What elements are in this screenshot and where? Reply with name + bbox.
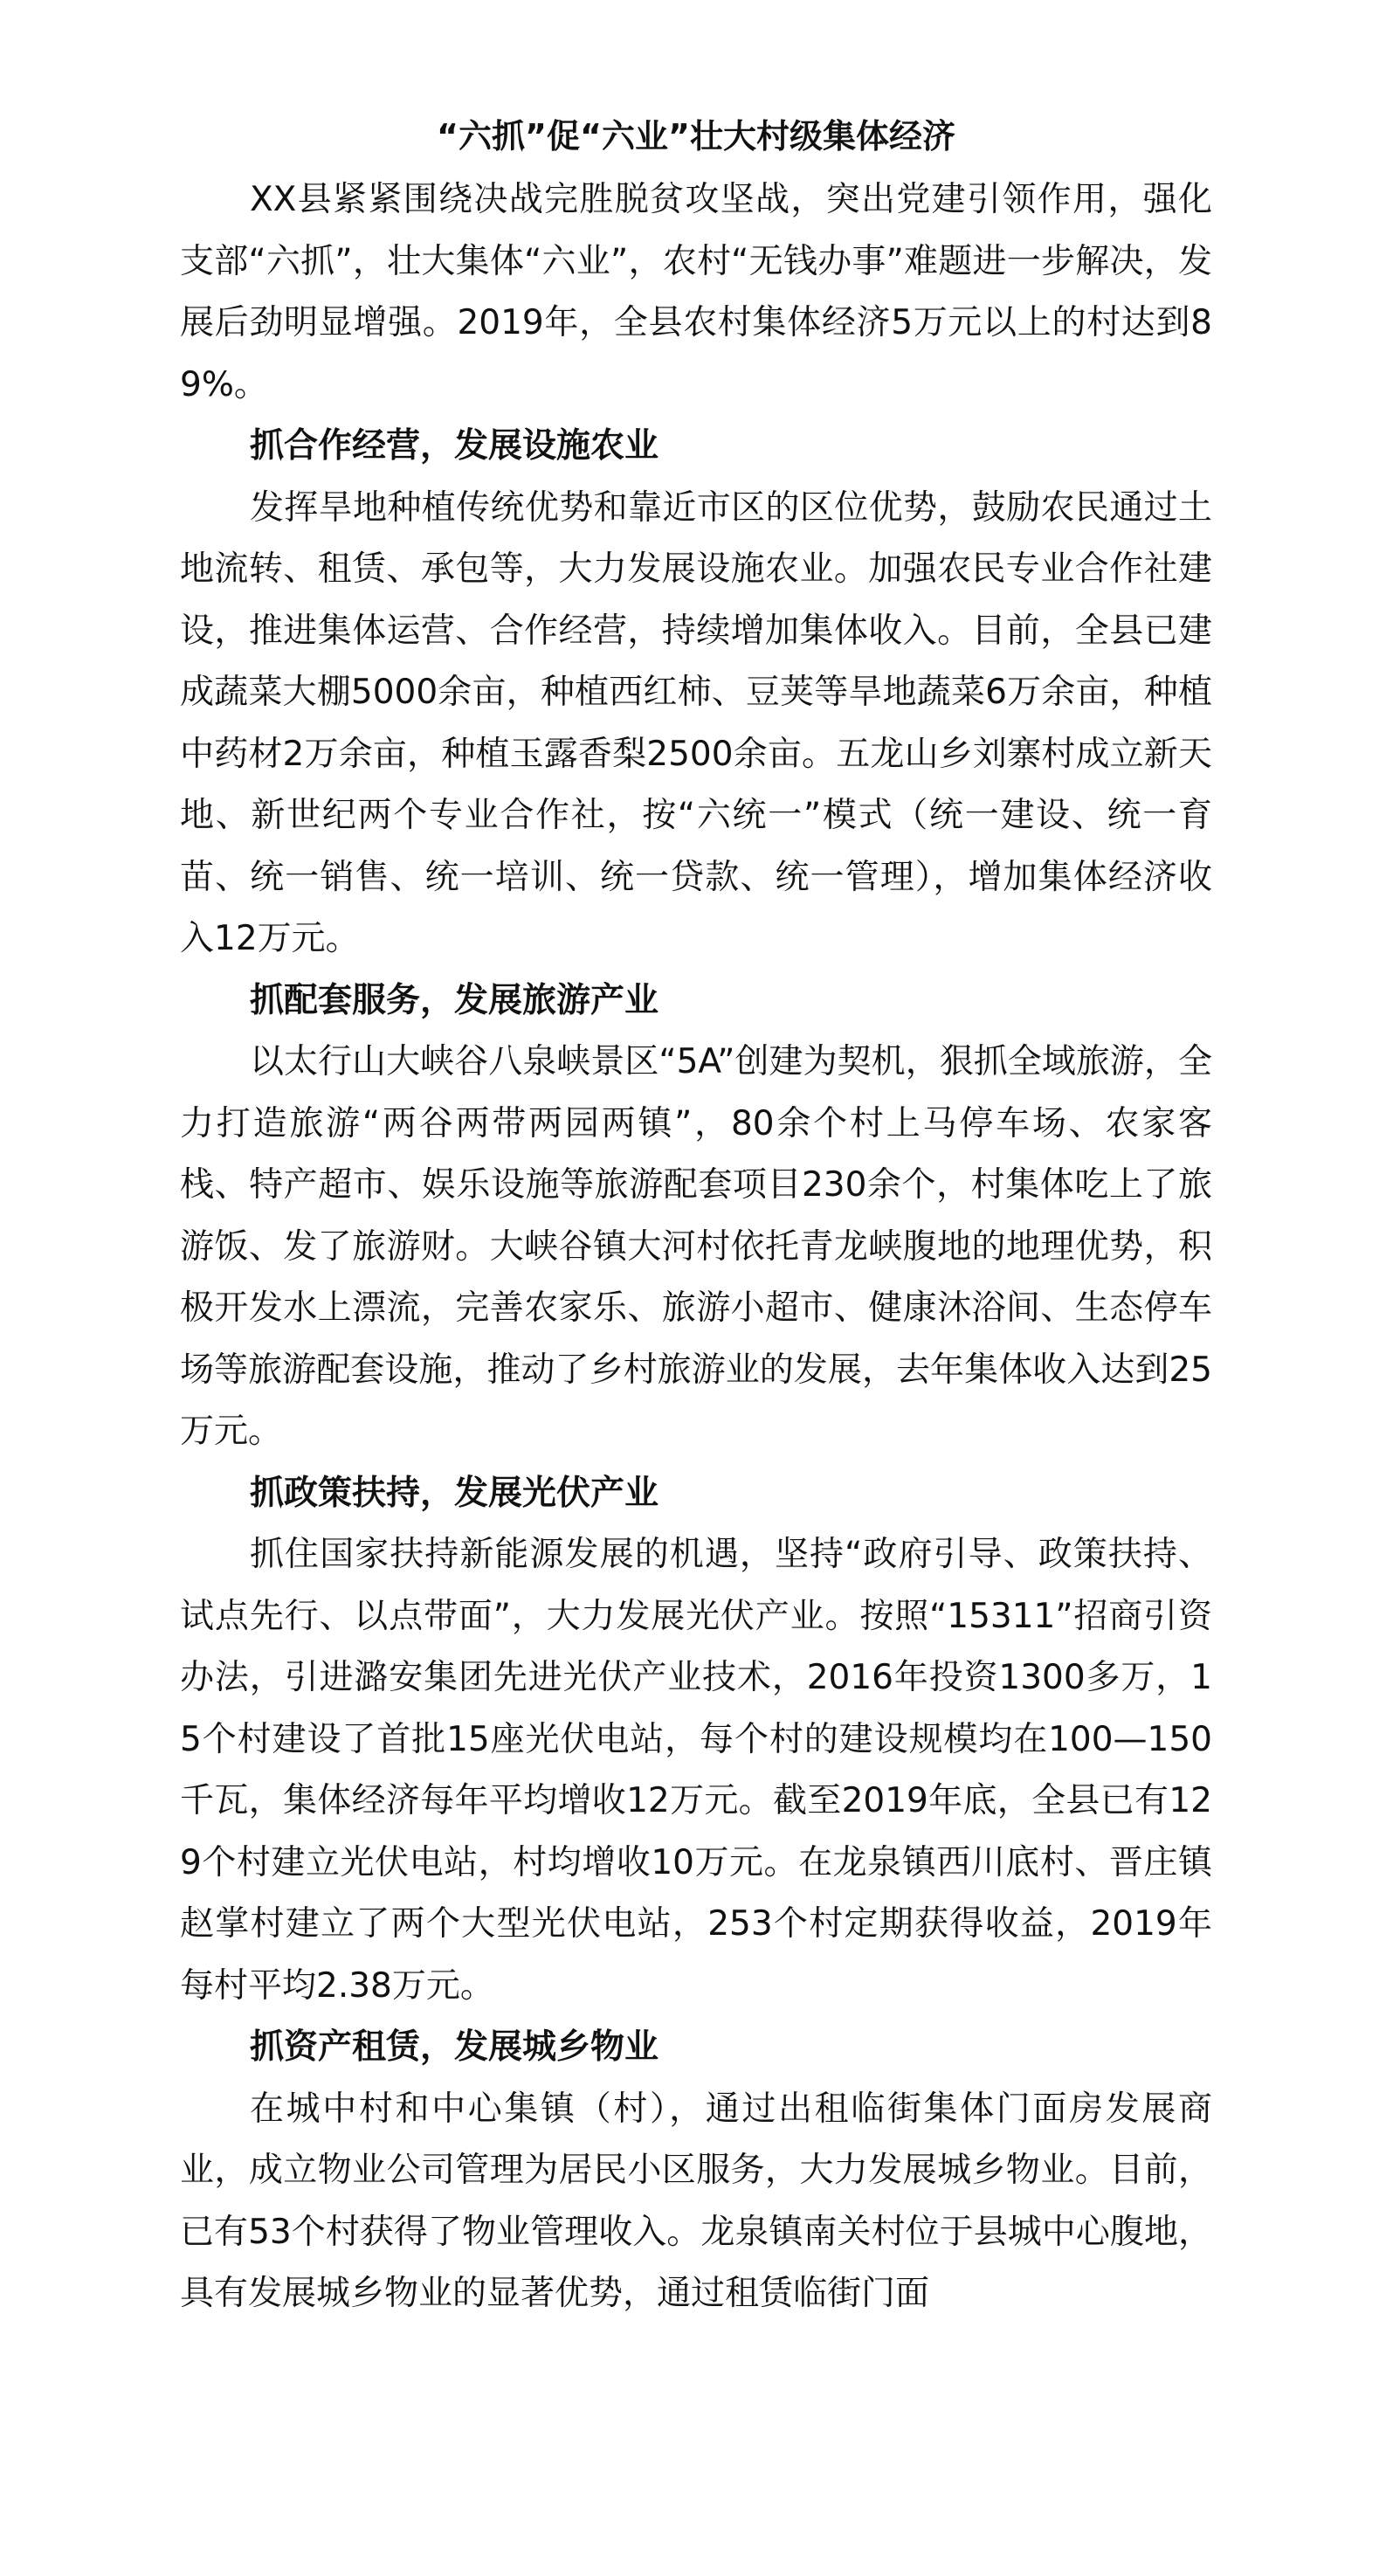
section-body-property-leasing: 在城中村和中心集镇（村），通过出租临街集体门面房发展商业，成立物业公司管理为居民小区服务，大力发展城乡物业。目前，已有53个村获得了物业管理收入。龙泉镇南关村位于县城中心腹地，具有发展城乡物业的显著优势，通过租赁临街门面 [180,2089,1212,2313]
section-heading-cooperative-farming: 抓合作经营，发展设施农业 [249,426,659,466]
document-page [180,103,1212,2325]
section-body-photovoltaic: 抓住国家扶持新能源发展的机遇，坚持“政府引导、政策扶持、试点先行、以点带面”，大力发展光伏产业。按照“15311”招商引资办法，引进潞安集团先进光伏产业技术，2016年投资1300多万，15个村建设了首批15座光伏电站，每个村的建设规模均在100—150千瓦，集体经济每年平均增收12万元。截至2019年底，全县已有129个村建立光伏电站，村均增收10万元。在龙泉镇西川底村、晋庄镇赵掌村建立了两个大型光伏电站，253个村定期获得收益，2019年每村平均2.38万元。 [180,1535,1212,2006]
document-title: “六抓”促“六业”壮大村级集体经济 [437,117,955,155]
section-body-tourism: 以太行山大峡谷八泉峡景区“5A”创建为契机，狠抓全域旅游，全力打造旅游“两谷两带两园两镇”，80余个村上马停车场、农家客栈、特产超市、娱乐设施等旅游配套项目230余个，村集体吃上了旅游饭、发了旅游财。大峡谷镇大河村依托青龙峡腹地的地理优势，积极开发水上漂流，完善农家乐、旅游小超市、健康沐浴间、生态停车场等旅游配套设施，推动了乡村旅游业的发展，去年集体收入达到25万元。 [180,1042,1212,1451]
section-body-cooperative-farming: 发挥旱地种植传统优势和靠近市区的区位优势，鼓励农民通过土地流转、租赁、承包等，大力发展设施农业。加强农民专业合作社建设，推进集体运营、合作经营，持续增加集体收入。目前，全县已建成蔬菜大棚5000余亩，种植西红柿、豆荚等旱地蔬菜6万余亩，种植中药材2万余亩，种植玉露香梨2500余亩。五龙山乡刘寨村成立新天地、新世纪两个专业合作社，按“六统一”模式（统一建设、统一育苗、统一销售、统一培训、统一贷款、统一管理），增加集体经济收入12万元。 [180,487,1212,958]
section-heading-tourism: 抓配套服务，发展旅游产业 [249,980,659,1020]
intro-paragraph: XX县紧紧围绕决战完胜脱贫攻坚战，突出党建引领作用，强化支部“六抓”，壮大集体“六业”，农村“无钱办事”难题进一步解决，发展后劲明显增强。2019年，全县农村集体经济5万元以上的村达到89%。 [180,180,1212,404]
section-heading-property-leasing: 抓资产租赁，发展城乡物业 [249,2027,659,2067]
section-heading-photovoltaic: 抓政策扶持，发展光伏产业 [249,1473,659,1513]
